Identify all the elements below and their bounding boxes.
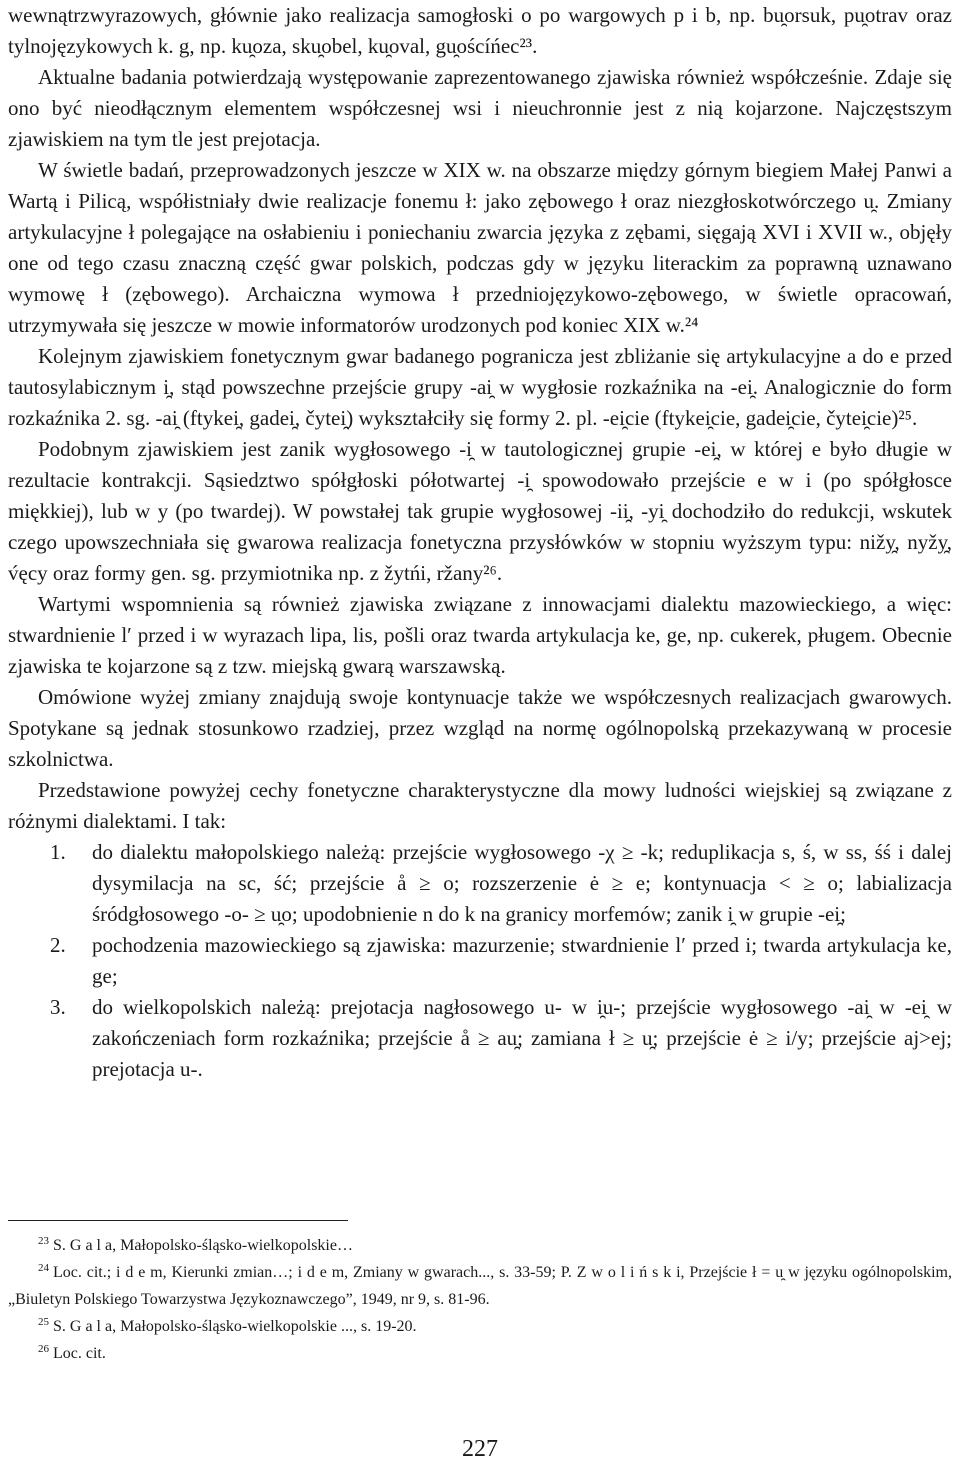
list-item-text: do wielkopolskich należą: prejotacja nagłosowego u- w i̯u-; przejście wygłosowego -ai̯ w -ei̯ w zakończeniach form rozkaźnika; przejście å ≥ au̯; zamiana ł ≥ u̯; przejście ė ≥ i/y; przejście aj>ej; prejotacja u-. [92, 995, 952, 1081]
paragraph-continuation: wewnątrzwyrazowych, głównie jako realizacja samogłoski o po wargowych p i b, np. bu̯orsuk, pu̯otrav oraz tylnojęzykowych k. g, np. ku̯oza, sku̯obel, ku̯oval, gu̯oścíńec²³. [8, 3, 952, 58]
list-item-text: do dialektu małopolskiego należą: przejście wygłosowego -χ ≥ -k; reduplikacja s, ś, w ss, śś i dalej dysymilacja na sc, ść; przejście å ≥ o; rozszerzenie ė ≥ e; kontynuacja < ≥ o; labializacja śródgłosowego -o- ≥ u̯o; upodobnienie n do k na granicy morfemów; zanik i̯ w grupie -ei̯; [92, 840, 952, 926]
footnote [8, 1313, 952, 1340]
footnote-mark: 25 [38, 1315, 49, 1328]
list-item-number: 1. [50, 840, 66, 864]
footnote [8, 1232, 952, 1259]
footnote [8, 1340, 952, 1367]
footnote-text: S. G a l a, Małopolsko-śląsko-wielkopolskie ..., s. 19-20. [53, 1318, 417, 1335]
footnote-text: S. G a l a, Małopolsko-śląsko-wielkopolskie… [53, 1237, 353, 1254]
footnote-mark: 24 [38, 1261, 49, 1274]
footnote-text: Loc. cit. [53, 1345, 106, 1362]
paragraph: Omówione wyżej zmiany znajdują swoje kontynuacje także we współczesnych realizacjach gwarowych. Spotykane są jednak stosunkowo rzadziej, przez wzgląd na normę ogólnopolską przekazywaną w procesie szkolnictwa. [8, 685, 952, 771]
paragraph: W świetle badań, przeprowadzonych jeszcze w XIX w. na obszarze między górnym biegiem Małej Panwi a Wartą i Pilicą, współistniały dwie realizacje fonemu ł: jako zębowego ł oraz niezgłoskotwórczego u̯. Zmiany artykulacyjne ł polegające na osłabieniu i poniechaniu zwarcia języka z zębami, sięgają XVI i XVII w., objęły one od tego czasu znaczną część gwar polskich, podczas gdy w języku literackim za poprawną uznawano wymowę ł (zębowego). Archaiczna wymowa ł przedniojęzykowo-zębowego, w świetle opracowań, utrzymywała się jeszcze w mowie informatorów urodzonych pod koniec XIX w.²⁴ [8, 158, 952, 337]
paragraph: Przedstawione powyżej cechy fonetyczne charakterystyczne dla mowy ludności wiejskiej są związane z różnymi dialektami. I tak: [8, 778, 952, 833]
paragraph: Podobnym zjawiskiem jest zanik wygłosowego -i̯ w tautologicznej grupie -ei̯, w której e było długie w rezultacie kontrakcji. Sąsiedztwo spółgłoski półotwartej -i̯ spowodowało przejście e w i (po spółgłosce miękkiej), lub w y (po twardej). W powstałej tak grupie wygłosowej -ii̯, -yi̯ dochodziło do redukcji, wskutek czego upowszechniała się gwarowa realizacja fonetyczna przysłówków w stopniu wyższym typu: nižy̯, nyžy̯, v́ęcy oraz formy gen. sg. przymiotnika np. z žytńi, ržany²⁶. [8, 437, 952, 585]
list-item-number: 2. [50, 933, 66, 957]
footnote-mark: 26 [38, 1342, 49, 1355]
list-item-text: pochodzenia mazowieckiego są zjawiska: mazurzenie; stwardnienie l′ przed i; twarda artykulacja ke, ge; [92, 933, 952, 988]
footnote-mark: 23 [38, 1234, 49, 1247]
paragraph: Aktualne badania potwierdzają występowanie zaprezentowanego zjawiska również współcześnie. Zdaje się ono być nieodłącznym elementem współczesnej wsi i nieuchronnie jest z nią kojarzone. Najczęstszym zjawiskiem na tym tle jest prejotacja. [8, 65, 952, 151]
list-item [8, 930, 952, 992]
dialect-features-list [8, 837, 952, 1085]
footnote-separator [8, 1220, 348, 1221]
list-item [8, 837, 952, 930]
footnotes [8, 1232, 952, 1367]
page-number: 227 [462, 1436, 498, 1462]
page-body [8, 0, 952, 1085]
footnote [8, 1259, 952, 1313]
paragraph: Kolejnym zjawiskiem fonetycznym gwar badanego pogranicza jest zbliżanie się artykulacyjne a do e przed tautosylabicznym i̯, stąd powszechne przejście grupy -ai̯ w wygłosie rozkaźnika na -ei̯. Analogicznie do form rozkaźnika 2. sg. -ai̯ (ftykei̯, gadei̯, čytei̯) wykształciły się formy 2. pl. -ei̯cie (ftykei̯cie, gadei̯cie, čytei̯cie)²⁵. [8, 344, 952, 430]
list-item-number: 3. [50, 995, 66, 1019]
footnote-text: Loc. cit.; i d e m, Kierunki zmian…; i d e m, Zmiany w gwarach..., s. 33-59; P. Z w o l i ń s k i, Przejście ł = u̯ w języku ogólnopolskim, „Biuletyn Polskiego Towarzystwa Językoznawczego”, 1949, nr 9, s. 81-96. [8, 1264, 952, 1308]
paragraph: Wartymi wspomnienia są również zjawiska związane z innowacjami dialektu mazowieckiego, a więc: stwardnienie l′ przed i w wyrazach lipa, lis, pošli oraz twarda artykulacja ke, ge, np. cukerek, pługem. Obecnie zjawiska te kojarzone są z tzw. miejską gwarą warszawską. [8, 592, 952, 678]
list-item [8, 992, 952, 1085]
